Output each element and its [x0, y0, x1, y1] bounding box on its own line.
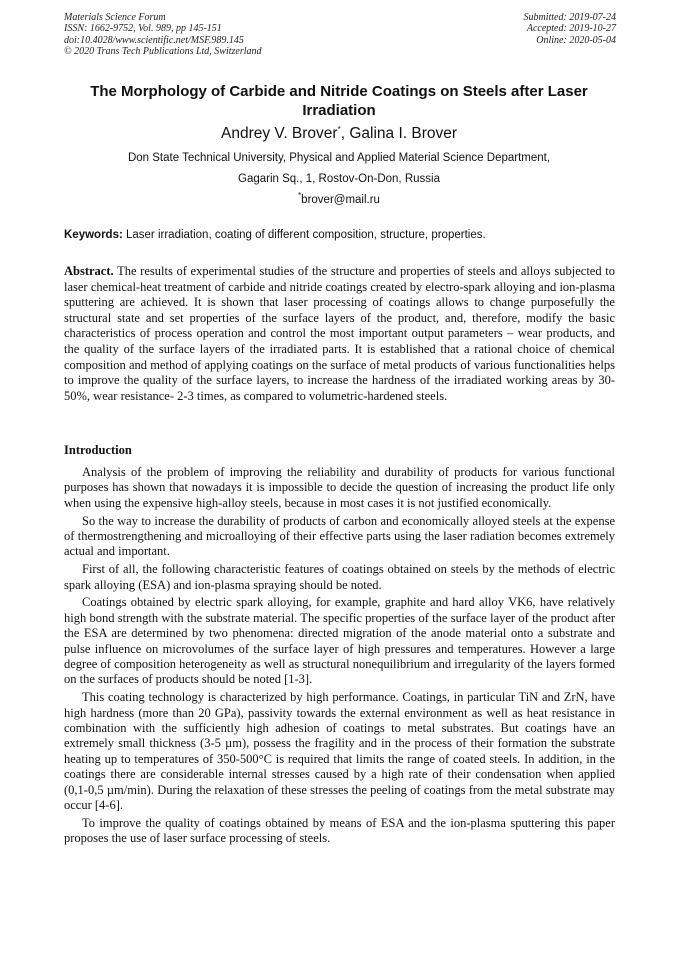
journal-name: Materials Science Forum — [64, 12, 166, 23]
abstract-label: Abstract. — [64, 264, 114, 278]
abstract — [64, 264, 615, 404]
introduction-body — [64, 465, 615, 849]
affiliation-line-2: Gagarin Sq., 1, Rostov-On-Don, Russia — [238, 173, 440, 185]
paper-title: The Morphology of Carbide and Nitride Coatings on Steels after Laser Irradiation — [90, 83, 588, 119]
intro-paragraph: To improve the quality of coatings obtained by means of ESA and the ion-plasma sputtering this paper proposes the use of laser surface processing of steels. — [64, 815, 615, 846]
intro-paragraph: First of all, the following characteristic features of coatings obtained on steels by the methods of electric spark alloying (ESA) and ion-plasma spraying should be noted. — [64, 562, 615, 592]
keywords-text: Laser irradiation, coating of different composition, structure, properties. — [122, 229, 486, 241]
dates-header — [524, 12, 617, 46]
journal-doi[interactable]: doi:10.4028/www.scientific.net/MSF.989.145 — [64, 34, 244, 46]
corresponding-mark: * — [337, 124, 341, 134]
introduction-heading: Introduction — [64, 443, 132, 457]
submitted-date: Submitted: 2019-07-24 — [523, 12, 616, 23]
email-address[interactable]: brover@mail.ru — [301, 194, 380, 206]
journal-copyright: © 2020 Trans Tech Publications Ltd, Switzerland — [64, 46, 262, 58]
online-date: Online: 2020-05-04 — [536, 34, 616, 46]
intro-paragraph: This coating technology is characterized by high performance. Coatings, in particular TiN and ZrN, have high hardness (more than 20 GPa), passivity towards the external environment as well as heat resistance in combination with the sufficiently high adhesion of coatings to metal substrates. But coatings have an extremely small thickness (3-5 µm), possess the fragility and in the process of their formation the substrate heating up to temperatures of 350-500°C is required that limits the range of coated steels. In addition, in the coatings there are considerable internal stresses caused by a high rate of their condensation when applied (0,1-0,5 µm/min). During the relaxation of these stresses the peeling of coatings from the metal substrate may occur [4-6]. — [64, 690, 615, 813]
keywords — [64, 228, 616, 242]
author-2: , Galina I. Brover — [340, 125, 458, 142]
intro-paragraph: Coatings obtained by electric spark alloying, for example, graphite and hard alloy VK6, have relatively high bond strength with the substrate material. The specific properties of the surface layer of the product after the ESA are determined by two phenomena: directed migration of the anode material onto a substrate and pulse influence on microvolumes of the surface layer of high pressures and temperatures. However a large degree of composition heterogeneity as well as structural nonequilibrium and irregularity of the layers formed on the surfaces of products should be noted [1-3]. — [64, 595, 615, 687]
authors — [64, 124, 614, 144]
journal-header — [64, 12, 262, 58]
abstract-text: The results of experimental studies of the structure and properties of steels and alloys subjected to laser chemical-heat treatment of carbide and nitride coatings created by electro-spark alloying and ion-plasma sputtering are achieved. It is shown that laser processing of coatings allows to change purposefully the structural state and set properties of the surface layers of the product, and, therefore, modify the basic characteristics of process operation and control the most important output parameters – wear products, and the quality of the surface layers of the irradiated parts. It is established that a rational choice of chemical composition and method of applying coatings on the surface of metal products of various functionalities helps to improve the quality of the surface layers, to increase the hardness of the irradiated working areas by 30-50%, wear resistance- 2-3 times, as compared to volumetric-hardened steels. — [64, 264, 615, 403]
author-1: Andrey V. Brover — [220, 125, 338, 142]
affiliation-line-1: Don State Technical University, Physical and Applied Material Science Department, — [127, 152, 551, 164]
accepted-date: Accepted: 2019-10-27 — [526, 23, 616, 35]
intro-paragraph: So the way to increase the durability of products of carbon and economically alloyed steels at the expense of thermostrengthening and microalloying of their effective parts using the laser radiation becomes extremely actual and important. — [64, 513, 615, 559]
keywords-label: Keywords: — [64, 229, 123, 241]
journal-issn: ISSN: 1662-9752, Vol. 989, pp 145-151 — [64, 23, 222, 35]
email — [64, 193, 614, 207]
intro-paragraph: Analysis of the problem of improving the reliability and durability of products for various functional purposes has shown that nowadays it is impossible to decide the question of increasing the product life only when using the expensive high-alloy steels, because in most cases it is not justified economically. — [64, 465, 615, 510]
email-mark: * — [298, 191, 302, 201]
